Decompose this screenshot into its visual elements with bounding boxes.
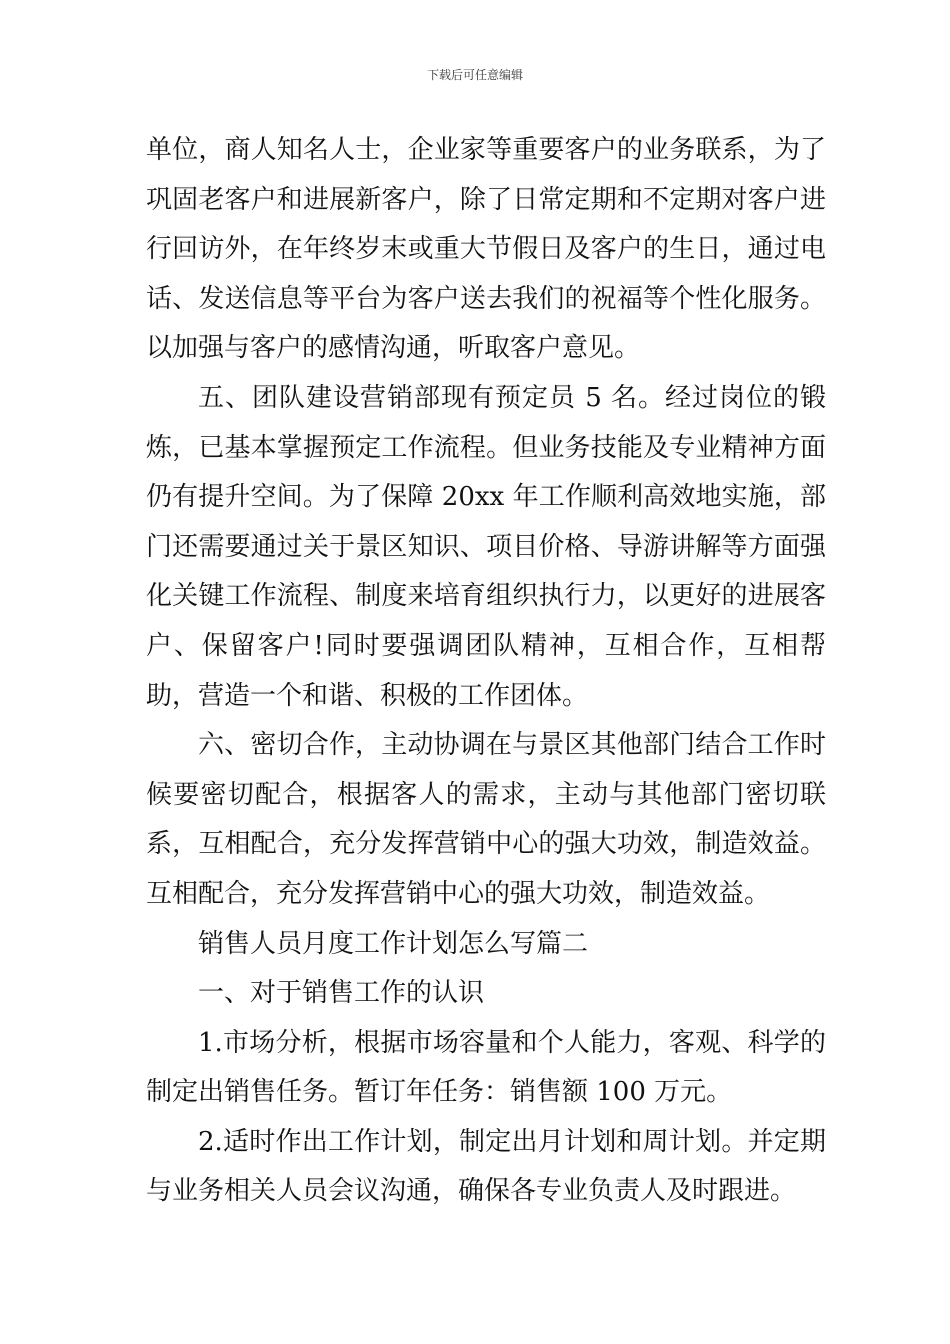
paragraph-cooperation: 六、密切合作，主动协调在与景区其他部门结合工作时候要密切配合，根据客人的需求，主动与其他部门密切联系，互相配合，充分发挥营销中心的强大功效，制造效益。互相配合，充分发挥营销中心的强大功效，制造效益。 xyxy=(146,730,826,909)
paragraph-work-plan: 2.适时作出工作计划，制定出月计划和周计划。并定期与业务相关人员会议沟通，确保各专业负责人及时跟进。 xyxy=(146,1126,826,1207)
document-body xyxy=(146,126,826,1217)
paragraph-continuation: 单位，商人知名人士，企业家等重要客户的业务联系，为了巩固老客户和进展新客户，除了日常定期和不定期对客户进行回访外，在年终岁末或重大节假日及客户的生日，通过电话、发送信息等平台为客户送去我们的祝福等个性化服务。以加强与客户的感情沟通，听取客户意见。 xyxy=(146,135,826,364)
paragraph-team-building: 五、团队建设营销部现有预定员 5 名。经过岗位的锻炼，已基本掌握预定工作流程。但业务技能及专业精神方面仍有提升空间。为了保障 20xx 年工作顺利高效地实施，部门还需要通过关于景区知识、项目价格、导游讲解等方面强化关键工作流程、制度来培育组织执行力，以更好的进展客户、保留客户!同时要强调团队精神，互相合作，互相帮助，营造一个和谐、积极的工作团体。 xyxy=(146,382,826,711)
page-header-note: 下载后可任意编辑 xyxy=(426,68,523,82)
section-heading-part-two: 销售人员月度工作计划怎么写篇二 xyxy=(198,928,589,959)
subheading-sales-understanding: 一、对于销售工作的认识 xyxy=(198,978,485,1009)
paragraph-market-analysis: 1.市场分析，根据市场容量和个人能力，客观、科学的制定出销售任务。暂订年任务：销售额 100 万元。 xyxy=(146,1027,826,1108)
